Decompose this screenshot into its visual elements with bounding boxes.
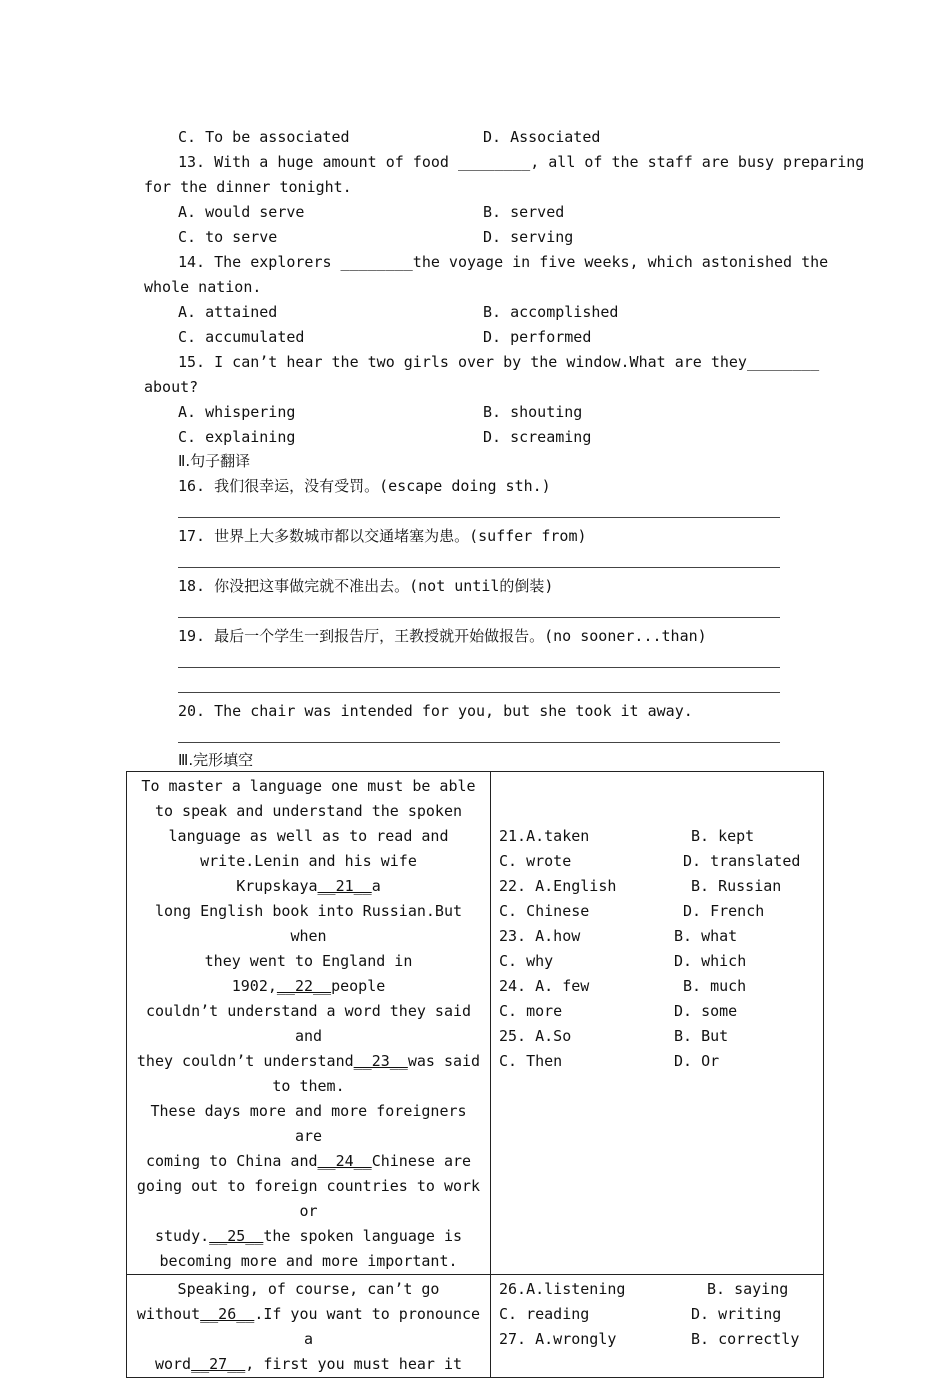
q15-option-b: B. shouting xyxy=(483,403,583,421)
option-row xyxy=(491,899,823,924)
q13-stem-line2: for the dinner tonight. xyxy=(144,178,352,196)
option-row xyxy=(491,1024,823,1049)
cloze-row-2 xyxy=(127,1275,824,1378)
option-left[interactable]: 24. A. few xyxy=(499,977,590,995)
q14-option-a: A. attained xyxy=(178,303,278,321)
option-left[interactable]: 22. A.English xyxy=(499,877,617,895)
cloze-options-1 xyxy=(491,772,824,1275)
q14-stem-line2: whole nation. xyxy=(144,278,262,296)
passage-line: the spoken language is xyxy=(263,1227,463,1245)
q13-option-a: A. would serve xyxy=(178,203,305,221)
translation-16: 16. 我们很幸运，没有受罚。(escape doing sth.) xyxy=(178,477,551,495)
passage-line: language as well as to read and xyxy=(168,827,449,845)
q13-stem-line1: 13. With a huge amount of food ________, all of the staff are busy preparing xyxy=(178,153,865,171)
passage-line: couldn’t understand a word they said and xyxy=(145,1002,472,1045)
passage-line: Chinese are xyxy=(371,1152,472,1170)
answer-line-17[interactable] xyxy=(178,567,780,568)
q15-option-c: C. explaining xyxy=(178,428,296,446)
passage-line: Speaking, of course, can’t go xyxy=(177,1280,440,1298)
passage-line: going out to foreign countries to work or xyxy=(136,1177,481,1220)
passage-line: they couldn’t understand xyxy=(136,1052,354,1070)
option-row xyxy=(491,1049,823,1074)
option-right[interactable]: B. saying xyxy=(707,1280,789,1298)
q13-option-c: C. to serve xyxy=(178,228,278,246)
cloze-options-2 xyxy=(491,1275,824,1378)
q14-option-d: D. performed xyxy=(483,328,592,346)
passage-line: they went to England in 1902, xyxy=(204,952,413,995)
passage-line: word xyxy=(154,1355,192,1373)
q15-stem-line1: 15. I can’t hear the two girls over by the window.What are they________ xyxy=(178,353,820,371)
option-left[interactable]: C. wrote xyxy=(499,852,572,870)
blank-22[interactable]: __22__ xyxy=(276,977,332,995)
option-row xyxy=(491,974,823,999)
option-right[interactable]: D. some xyxy=(674,1002,738,1020)
passage-line: becoming more and more important. xyxy=(159,1252,458,1270)
q13-option-b: B. served xyxy=(483,203,565,221)
option-row xyxy=(491,924,823,949)
option-left[interactable]: C. more xyxy=(499,1002,563,1020)
option-left[interactable]: C. why xyxy=(499,952,554,970)
passage-line: without xyxy=(136,1305,201,1323)
cloze-table xyxy=(126,771,824,1378)
translation-20: 20. The chair was intended for you, but she took it away. xyxy=(178,702,693,720)
passage-line: to them. xyxy=(272,1077,345,1095)
passage-line: people xyxy=(331,977,386,995)
passage-line: was said xyxy=(407,1052,481,1070)
passage-line: , first you must hear it xyxy=(245,1355,463,1373)
q15-stem-line2: about? xyxy=(144,378,199,396)
blank-26[interactable]: __26__ xyxy=(200,1305,255,1323)
option-right[interactable]: B. Russian xyxy=(691,877,782,895)
option-left[interactable]: C. reading xyxy=(499,1305,590,1323)
option-right[interactable]: D. translated xyxy=(683,852,801,870)
blank-21[interactable]: __21__ xyxy=(317,877,372,895)
option-right[interactable]: D. French xyxy=(683,902,765,920)
q14-option-b: B. accomplished xyxy=(483,303,619,321)
option-row xyxy=(491,999,823,1024)
option-left[interactable]: 21.A.taken xyxy=(499,827,590,845)
passage-line: long English book into Russian.But when xyxy=(154,902,463,945)
passage-line: a xyxy=(371,877,381,895)
passage-line: study. xyxy=(154,1227,210,1245)
translation-17: 17. 世界上大多数城市都以交通堵塞为患。(suffer from) xyxy=(178,527,587,545)
answer-line-20[interactable] xyxy=(178,742,780,743)
option-left[interactable]: 25. A.So xyxy=(499,1027,572,1045)
q15-option-d: D. screaming xyxy=(483,428,592,446)
answer-line-19a[interactable] xyxy=(178,667,780,668)
option-row xyxy=(491,949,823,974)
answer-line-16[interactable] xyxy=(178,517,780,518)
option-right[interactable]: B. what xyxy=(674,927,738,945)
option-right[interactable]: B. kept xyxy=(691,827,755,845)
cloze-passage-2 xyxy=(127,1275,491,1378)
passage-line: To master a language one must be able xyxy=(141,777,476,795)
cloze-passage-1 xyxy=(127,772,491,1275)
blank-24[interactable]: __24__ xyxy=(317,1152,372,1170)
option-row xyxy=(491,1327,823,1352)
option-row xyxy=(491,1277,823,1302)
passage-line: These days more and more foreigners are xyxy=(150,1102,467,1145)
passage-line: write.Lenin and his wife Krupskaya xyxy=(200,852,417,895)
option-row xyxy=(491,824,823,849)
answer-line-19b[interactable] xyxy=(178,692,780,693)
section-2-title: Ⅱ.句子翻译 xyxy=(178,452,251,470)
passage-line: to speak and understand the spoken xyxy=(154,802,463,820)
section-3-title: Ⅲ.完形填空 xyxy=(178,751,254,769)
option-right[interactable]: B. But xyxy=(674,1027,729,1045)
q14-option-c: C. accumulated xyxy=(178,328,305,346)
option-left[interactable]: 26.A.listening xyxy=(499,1280,626,1298)
option-left[interactable]: C. Chinese xyxy=(499,902,590,920)
option-left[interactable]: 23. A.how xyxy=(499,927,581,945)
answer-line-18[interactable] xyxy=(178,617,780,618)
blank-27[interactable]: __27__ xyxy=(191,1355,246,1373)
q12-option-d: D. Associated xyxy=(483,128,601,146)
q15-option-a: A. whispering xyxy=(178,403,296,421)
option-left[interactable]: 27. A.wrongly xyxy=(499,1330,617,1348)
option-row xyxy=(491,1302,823,1327)
option-left[interactable]: C. Then xyxy=(499,1052,563,1070)
option-row xyxy=(491,849,823,874)
q13-option-d: D. serving xyxy=(483,228,574,246)
option-right[interactable]: B. much xyxy=(683,977,747,995)
option-row xyxy=(491,874,823,899)
blank-23[interactable]: __23__ xyxy=(353,1052,408,1070)
option-right[interactable]: D. writing xyxy=(691,1305,782,1323)
option-right[interactable]: D. which xyxy=(674,952,747,970)
translation-19: 19. 最后一个学生一到报告厅，王教授就开始做报告。(no sooner...than) xyxy=(178,627,707,645)
option-right[interactable]: B. correctly xyxy=(691,1330,800,1348)
passage-line: .If you want to pronounce a xyxy=(254,1305,481,1348)
passage-line: coming to China and xyxy=(145,1152,318,1170)
cloze-row-1 xyxy=(127,772,824,1275)
q14-stem-line1: 14. The explorers ________the voyage in five weeks, which astonished the xyxy=(178,253,829,271)
option-right[interactable]: D. Or xyxy=(674,1052,720,1070)
translation-18: 18. 你没把这事做完就不准出去。(not until的倒装) xyxy=(178,577,554,595)
blank-25[interactable]: __25__ xyxy=(209,1227,264,1245)
q12-option-c: C. To be associated xyxy=(178,128,350,146)
